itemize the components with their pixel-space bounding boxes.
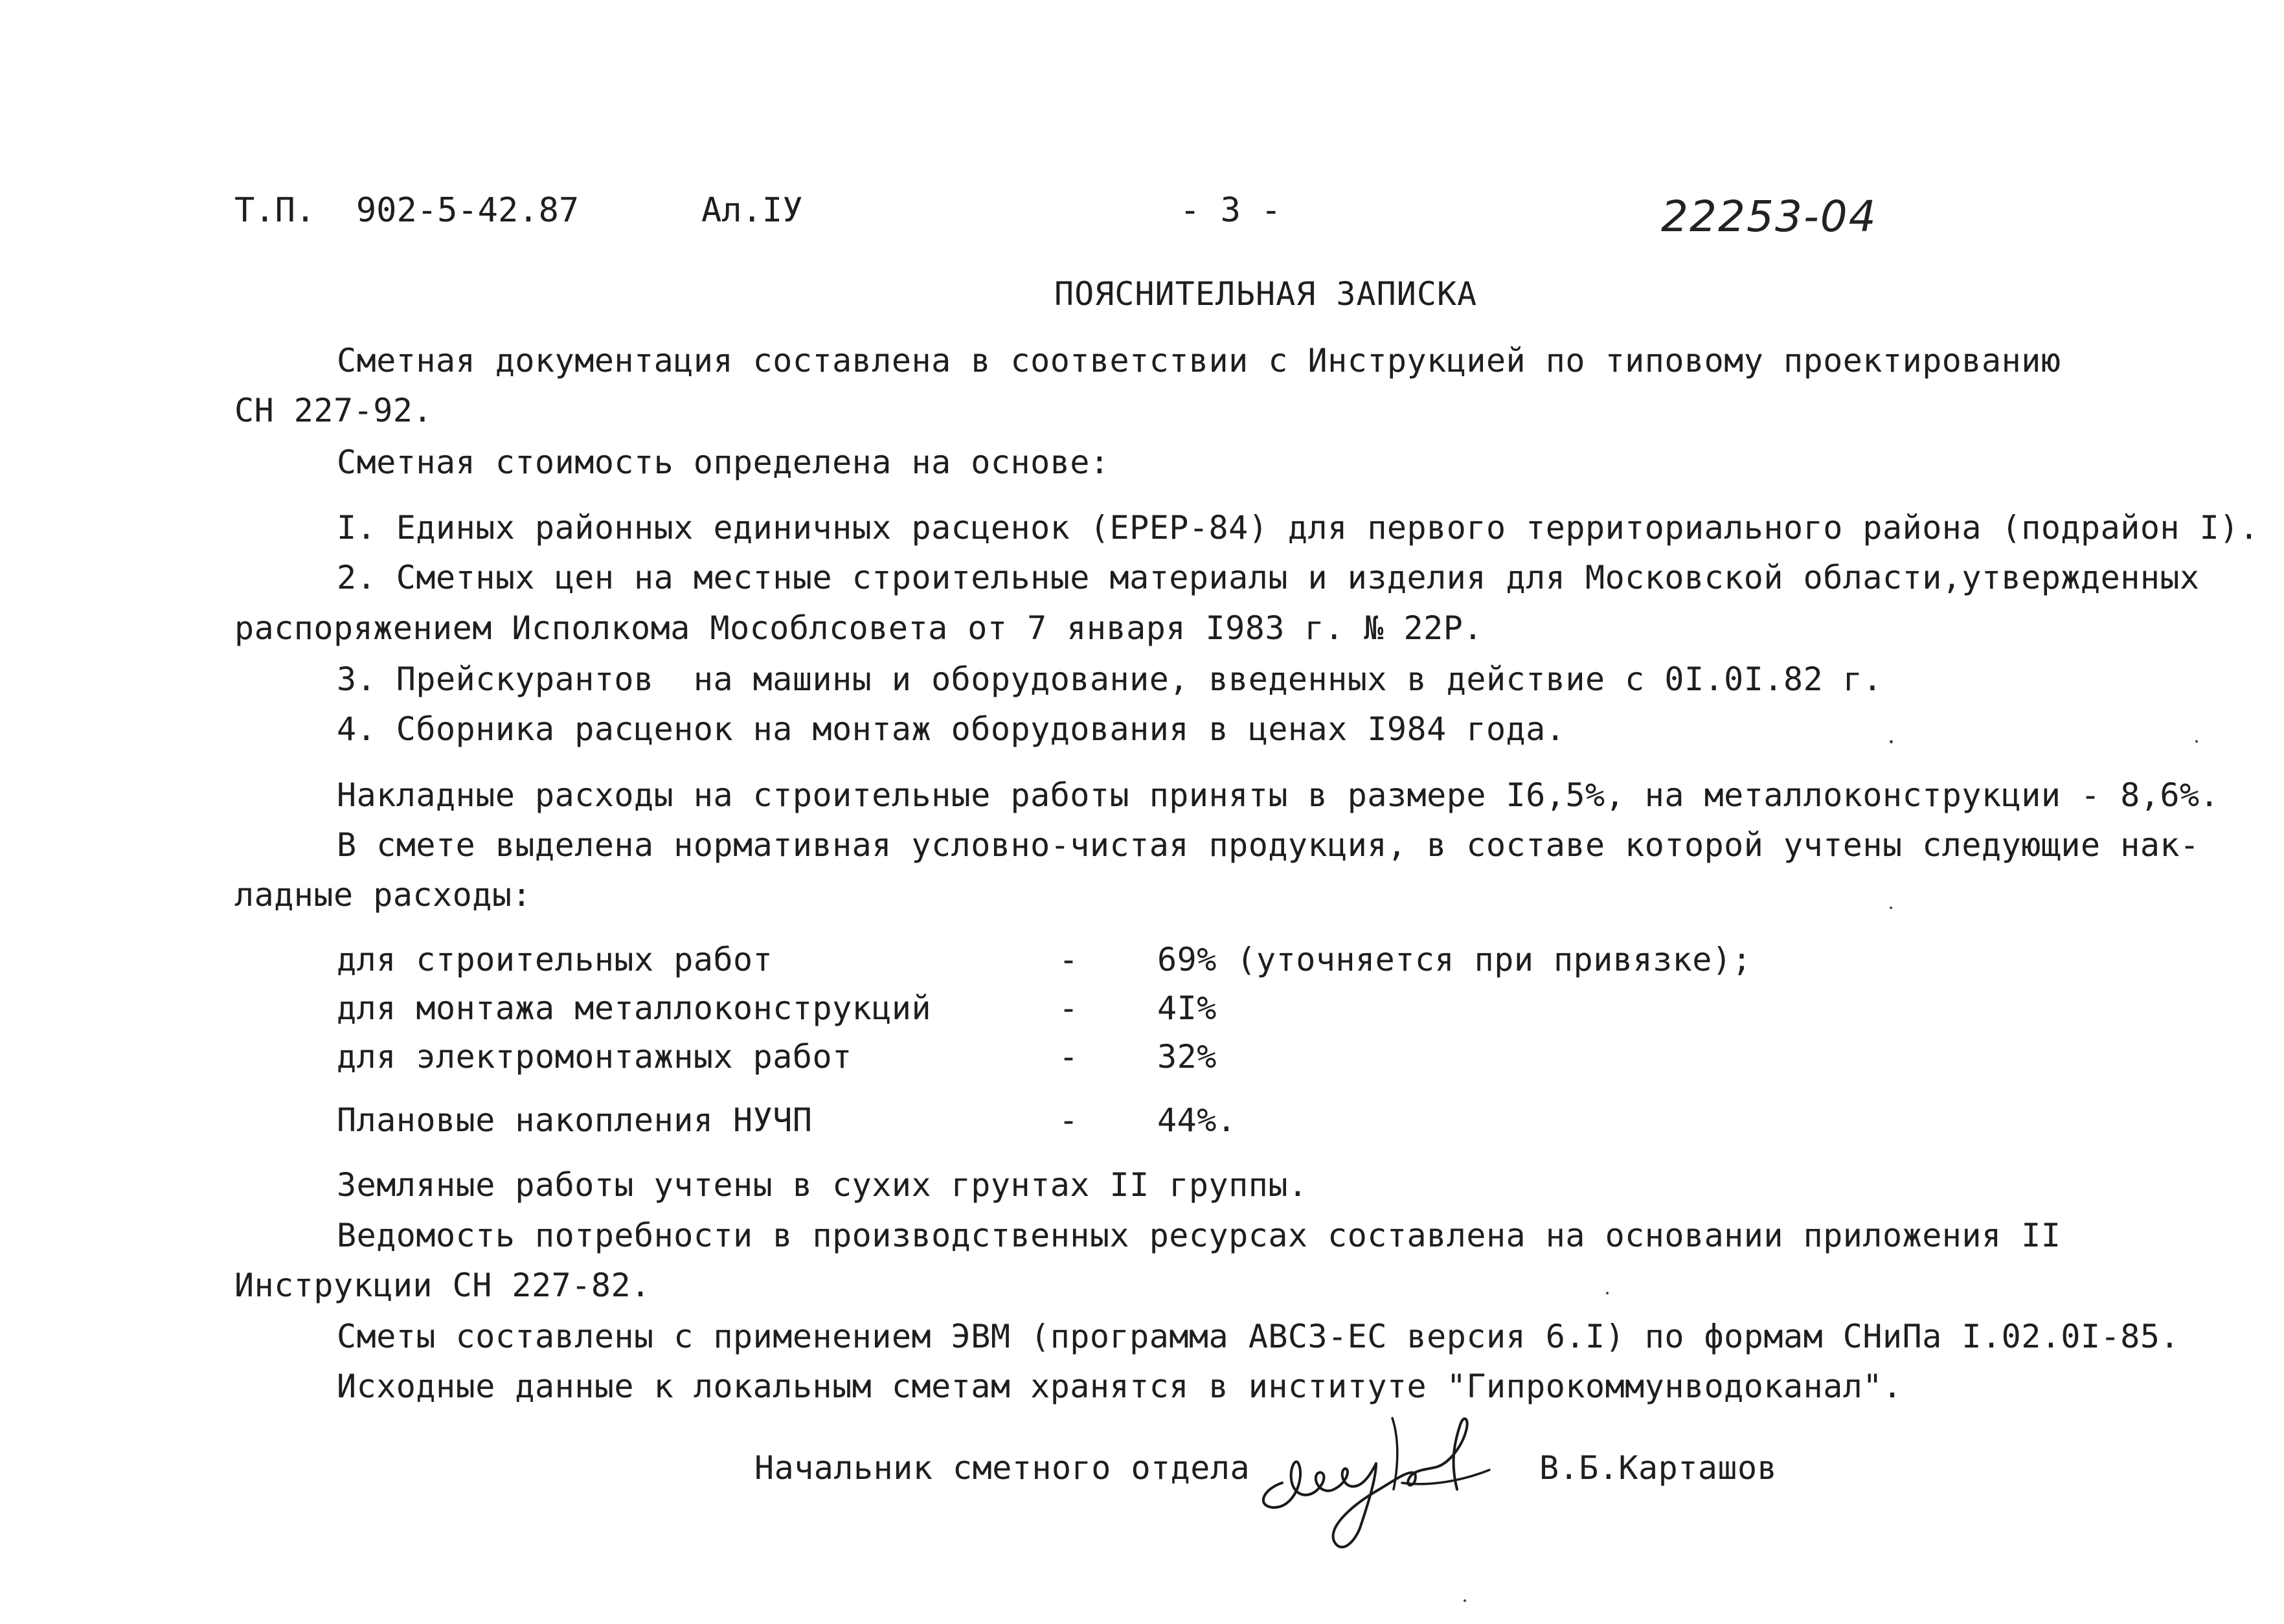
scan-speck [1464, 1599, 1466, 1602]
rate-value: 32% [1157, 1038, 1217, 1076]
rate-dash: - [1059, 941, 1079, 978]
rate-value: 69% (уточняется при привязке); [1157, 941, 1752, 978]
list-item-continuation: распоряжением Исполкома Мособлсовета от 7 января I983 г. № 22Р. [234, 609, 1483, 647]
list-item: 2. Сметных цен на местные строительные материалы и изделия для Московской области,утвержденных [337, 559, 2200, 596]
document-title: ПОЯСНИТЕЛЬНАЯ ЗАПИСКА [1054, 275, 1478, 313]
paragraph-line: СН 227-92. [234, 392, 433, 429]
paragraph-line: Инструкции СН 227-82. [234, 1267, 651, 1304]
rate-value: 44%. [1157, 1101, 1237, 1139]
page-number: - 3 - [1180, 191, 1282, 230]
paragraph-line: Исходные данные к локальным сметам хранятся в институте "Гипрокоммунводоканал". [337, 1368, 1903, 1405]
paragraph-line: Сметная стоимость определена на основе: [337, 444, 1110, 481]
signatory-name: В.Б.Карташов [1539, 1449, 1778, 1487]
paragraph-line: Сметная документация составлена в соответствии с Инструкцией по типовому проектированию [337, 342, 2061, 379]
paragraph-line: Ведомость потребности в производственных ресурсах составлена на основании приложения II [337, 1217, 2061, 1254]
paragraph-line: Земляные работы учтены в сухих грунтах II группы. [337, 1166, 1308, 1204]
scan-speck [2195, 740, 2198, 743]
scan-speck [1890, 907, 1892, 909]
album-number: Ал.IУ [701, 191, 803, 230]
rate-label: Плановые накопления НУЧП [337, 1101, 813, 1139]
paragraph-line: Накладные расходы на строительные работы приняты в размере I6,5%, на металлоконструкции - 8,6%. [337, 776, 2220, 814]
signatory-position: Начальник сметного отдела [754, 1449, 1250, 1487]
rate-label: для строительных работ [337, 941, 773, 978]
scan-speck [1890, 740, 1893, 743]
project-code: Т.П. 902-5-42.87 [234, 191, 580, 230]
list-item: 4. Сборника расценок на монтаж оборудования в ценах I984 года. [337, 710, 1566, 748]
rate-dash: - [1059, 989, 1079, 1027]
handwritten-signature [1243, 1392, 1515, 1561]
rate-value: 4I% [1157, 989, 1217, 1027]
archive-number: 22253-04 [1661, 192, 1877, 242]
scan-speck [1606, 1292, 1609, 1294]
list-item: 3. Прейскурантов на машины и оборудование, введенных в действие с 0I.0I.82 г. [337, 660, 1883, 698]
rate-dash: - [1059, 1038, 1079, 1076]
paragraph-line: В смете выделена нормативная условно-чистая продукция, в составе которой учтены следующие нак- [337, 826, 2200, 864]
paragraph-line: ладные расходы: [234, 876, 532, 914]
paragraph-line: Сметы составлены с применением ЭВМ (программа АВСЗ-ЕС версия 6.I) по формам СНиПа I.02.0I-85. [337, 1318, 2180, 1355]
list-item: I. Единых районных единичных расценок (ЕРЕР-84) для первого территориального района (подрайон I). [337, 509, 2259, 547]
rate-label: для электромонтажных работ [337, 1038, 852, 1076]
rate-label: для монтажа металлоконструкций [337, 989, 932, 1027]
rate-dash: - [1059, 1101, 1079, 1139]
